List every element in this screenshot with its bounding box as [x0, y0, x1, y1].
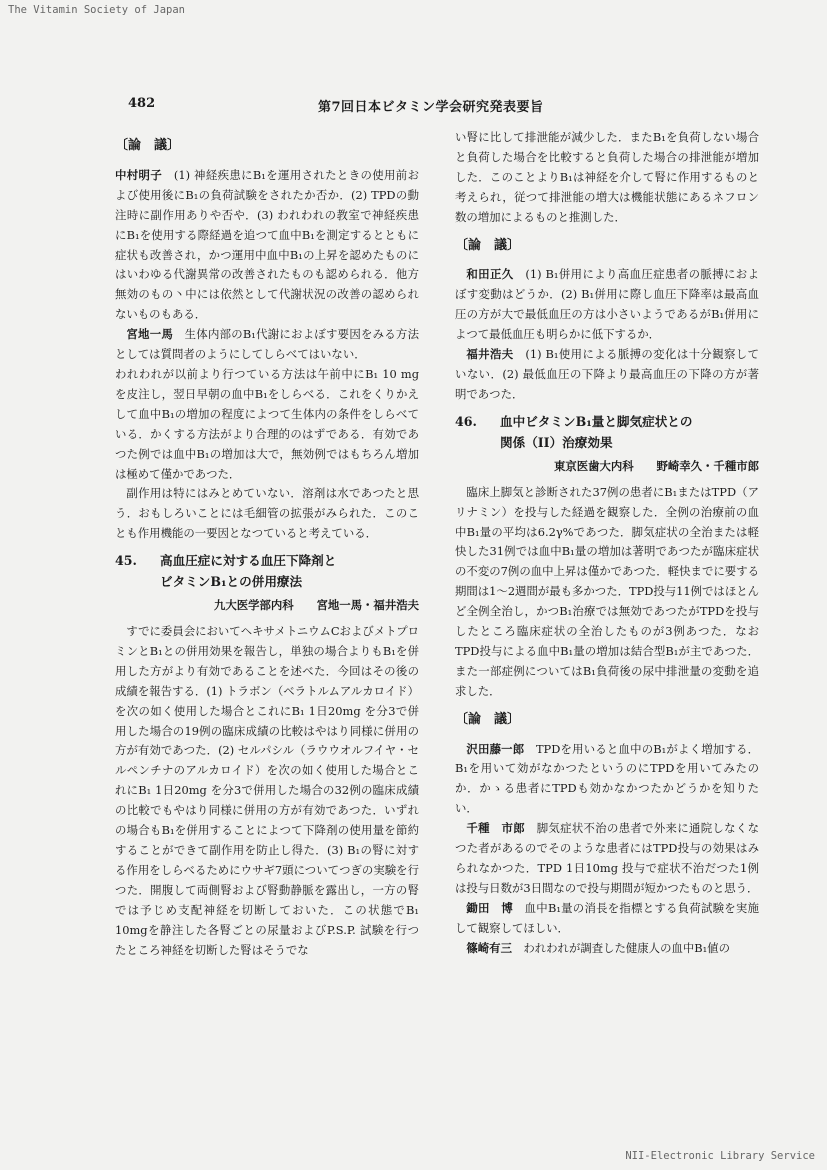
article-number: 46. [455, 413, 477, 429]
article-46-title [455, 411, 759, 453]
paragraph-text: 生体内部のB₁代謝におよぼす要因をみる方法としては質問者のようにしてしらべてはいない． [115, 327, 419, 362]
paragraph-text: TPDを用いると血中のB₁がよく増加する．B₁を用いて効がなかつたというのにTPDを用いてみたのか．かゝる患者にTPDも効かなかつたかどうかを知りたい． [455, 741, 759, 816]
paragraph-text: (1) B₁使用による脈搏の変化は十分観察していない．(2) 最低血圧の下降より最高血圧の下降の方が著明であつた． [455, 347, 759, 401]
paragraph-text: われわれが調査した健康人の血中B₁値の [523, 940, 730, 955]
discussion-heading: 〔論 議〕 [115, 138, 181, 153]
article-title-line: 高血圧症に対する血圧下降剤と [160, 553, 337, 569]
speaker-name: 千種 市郎 [466, 821, 525, 836]
discussion-paragraph [455, 265, 759, 345]
source-label: The Vitamin Society of Japan [8, 4, 186, 16]
article-45-title [115, 550, 419, 592]
speaker-name: 篠崎有三 [466, 940, 512, 955]
article-title-line: ビタミンB₁との併用療法 [160, 574, 303, 590]
article-number: 45. [115, 553, 137, 569]
speaker-name: 宮地一馬 [126, 327, 173, 342]
article-title-line: 関係（II）治療効果 [500, 434, 613, 450]
discussion-heading: 〔論 議〕 [455, 237, 521, 253]
page-header [128, 96, 758, 116]
article-45-body: すでに委員会においてヘキサメトニウムCおよびメトプロミンとB₁との併用効果を報告し，単独の場合よりもB₁を併用した方がより有効であることを述べた．今回はその後の成績を報告する．(1) トラボン（ベラトルムアルカロイド）を次の如く使用した場合とこれにB₁ 1日20mg を分3で併用した場合の19例の臨床成績の比較はやはり同様に併用の方が有効であつた．(2) セルパシル（ラウウオルフイヤ・セルペンチナのアルカロイド）を次の如く使用した場合とこれにB₁ 1日20mg を分3で併用した場合の32例の臨床成績の比較でもやはり同様に併用の方が有効であつた．いずれの場合もB₁を併用することによつて下降剤の使用量を節約することができて副作用を防止し得た．(3) B₁の腎に対する作用をしらべるためにウサギ7頭についてつぎの実験を行つた．開腹して両側腎および腎動静脈を露出し，一方の腎では予じめ支配神経を切断しておいた．この状態でB₁ 10mgを静注した各腎ごとの尿量およびP.S.P. 試験を行つたところ神経を切断した腎はそうでな [115, 624, 419, 957]
discussion-paragraph [115, 166, 419, 325]
paragraph-text: (1) 神経疾患にB₁を運用されたときの使用前および使用後にB₁の負荷試験をされたか否か．(2) TPDの動注時に副作用ありや否や．(3) われわれの教室で神経疾患にB₁を使用する際経過を追つて血中B₁を測定するとともに症状も改善され，かつ運用中血中B₁の上昇を認めたものにはいわゆる代謝異常の改善されたものも認められる．他方無効のもの丶中には依然として代謝状況の改善の認められないものもある． [115, 167, 419, 322]
discussion-paragraph: われわれが以前より行つている方法は午前中にB₁ 10 mg を皮注し，翌日早朝の血中B₁をしらべる．これをくりかえして血中B₁の増加の程度によつて生体内の条件をしらべている．かくする方法がより合理的のはずである．有効であつた例では血中B₁の増加は大で，無効例ではもちろん増加は極めて僅かであつた． [115, 366, 419, 481]
discussion-paragraph [455, 740, 759, 820]
discussion-paragraph [455, 899, 759, 939]
running-title: 第7回日本ビタミン学会研究発表要旨 [318, 100, 544, 115]
article-45-affiliation: 九大医学部内科 宮地一馬・福井浩夫 [213, 598, 419, 613]
paragraph-text: 脚気症状不治の患者で外来に通院しなくなつた者があるのでそのような患者にはTPD投与の効果はみられなかつた．TPD 1日10mg 投与で症状不治だつた1例は投与日数が3日間なので投与期間が短かつたものと思う． [455, 821, 759, 895]
speaker-name: 鋤田 博 [466, 900, 513, 915]
speaker-name: 中村明子 [115, 167, 163, 182]
discussion-paragraph [455, 819, 759, 899]
speaker-name: 福井浩夫 [466, 347, 514, 362]
discussion-heading: 〔論 議〕 [455, 711, 521, 727]
discussion-paragraph [115, 325, 419, 365]
article-title-line: 血中ビタミンB₁量と脚気症状との [500, 413, 693, 429]
right-column [455, 128, 759, 959]
continued-text: い腎に比して排泄能が減少した．またB₁を負荷しない場合と負荷した場合を比較すると負荷した場合の排泄能が増加した．このことよりB₁は神経を介して腎に作用するものと考えられ，従つて排泄能の増大は機能状態にあるネフロン数の増加によるものと推測した． [455, 130, 759, 224]
page-number: 482 [128, 96, 156, 111]
library-footer: NII-Electronic Library Service [625, 1150, 815, 1162]
discussion-paragraph: 副作用は特にはみとめていない．溶剤は水であつたと思う．おもしろいことには毛細管の拡張がみられた．このことも作用機能の一要因となつていると考えている． [115, 486, 419, 541]
article-46-body: 臨床上脚気と診断された37例の患者にB₁またはTPD（アリナミン）を投与した経過を観察した．全例の治療前の血中B₁量の平均は6.2γ%であつた．脚気症状の全治または軽快した31例では血中B₁量の増加は著明であつたが臨床症状の不変の7例の血中上昇は僅かであつた．軽快までに要する期間は1～2週間が最も多かつた．TPD投与11例ではほとんど全例全治し，かつB₁治療では無効であつたがTPDを投与したところ臨床症状の全治したものが3例あつた．なおTPD投与による血中B₁量の増加は結合型B₁が主であつた．また一部症例についてはB₁負荷後の尿中排泄量の変動を追求した． [455, 484, 759, 698]
discussion-paragraph [455, 939, 759, 959]
speaker-name: 沢田藤一郎 [466, 741, 525, 756]
left-column [115, 128, 419, 960]
article-46-affiliation: 東京医歯大内科 野崎幸久・千種市郎 [553, 458, 759, 473]
speaker-name: 和田正久 [466, 267, 514, 282]
discussion-paragraph [455, 345, 759, 405]
paragraph-text: (1) B₁併用により高血圧症患者の脈搏におよぼす変動はどうか．(2) B₁併用に際し血圧下降率は最高血圧の方が大で最低血圧の方は小さいようであるがB₁併用によつて最低血圧も明らかに低下するか． [455, 267, 759, 342]
paragraph-text: 血中B₁量の消長を指標とする負荷試験を実施して観察してほしい． [455, 900, 759, 935]
